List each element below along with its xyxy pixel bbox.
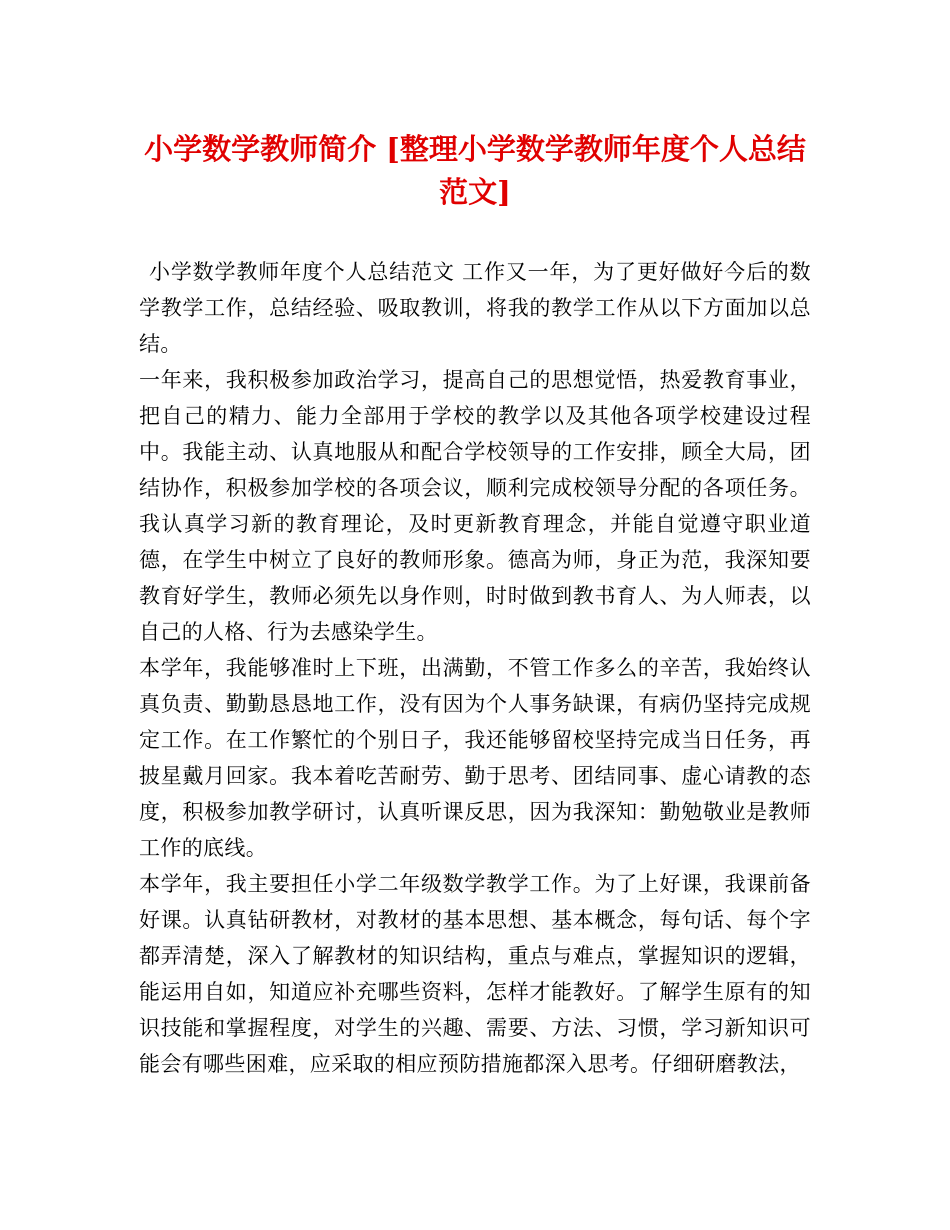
paragraph-attendance: 本学年，我能够准时上下班，出满勤，不管工作多么的辛苦，我始终认真负责、勤勤恳恳地工作，没有因为个人事务缺课，有病仍坚持完成规定工作。在工作繁忙的个别日子，我还能够留校坚持完成当日任务，再披星戴月回家。我本着吃苦耐劳、勤于思考、团结同事、虚心请教的态度，积极参加教学研讨，认真听课反思，因为我深知：勤勉敬业是教师工作的底线。 <box>139 656 811 860</box>
document-body <box>139 254 811 1082</box>
document-title: 小学数学教师简介 [整理小学数学教师年度个人总结范文] <box>144 132 806 209</box>
paragraph-teaching-work: 本学年，我主要担任小学二年级数学教学工作。为了上好课，我课前备好课。认真钻研教材，对教材的基本思想、基本概念，每句话、每个字都弄清楚，深入了解教材的知识结构，重点与难点，掌握知识的逻辑，能运用自如，知道应补充哪些资料，怎样才能教好。了解学生原有的知识技能和掌握程度，对学生的兴趣、需要、方法、习惯，学习新知识可能会有哪些困难，应采取的相应预防措施都深入思考。仔细研磨教法， <box>139 872 811 1076</box>
paragraph-political-study: 一年来，我积极参加政治学习，提高自己的思想觉悟，热爱教育事业，把自己的精力、能力全部用于学校的教学以及其他各项学校建设过程中。我能主动、认真地服从和配合学校领导的工作安排，顾全大局，团结协作，积极参加学校的各项会议，顺利完成校领导分配的各项任务。我认真学习新的教育理论，及时更新教育理念，并能自觉遵守职业道德，在学生中树立了良好的教师形象。德高为师，身正为范，我深知要教育好学生，教师必须先以身作则，时时做到教书育人、为人师表，以自己的人格、行为去感染学生。 <box>139 368 811 644</box>
paragraph-intro: 小学数学教师年度个人总结范文 工作又一年，为了更好做好今后的数学教学工作，总结经验、吸取教训，将我的教学工作从以下方面加以总结。 <box>139 260 811 356</box>
